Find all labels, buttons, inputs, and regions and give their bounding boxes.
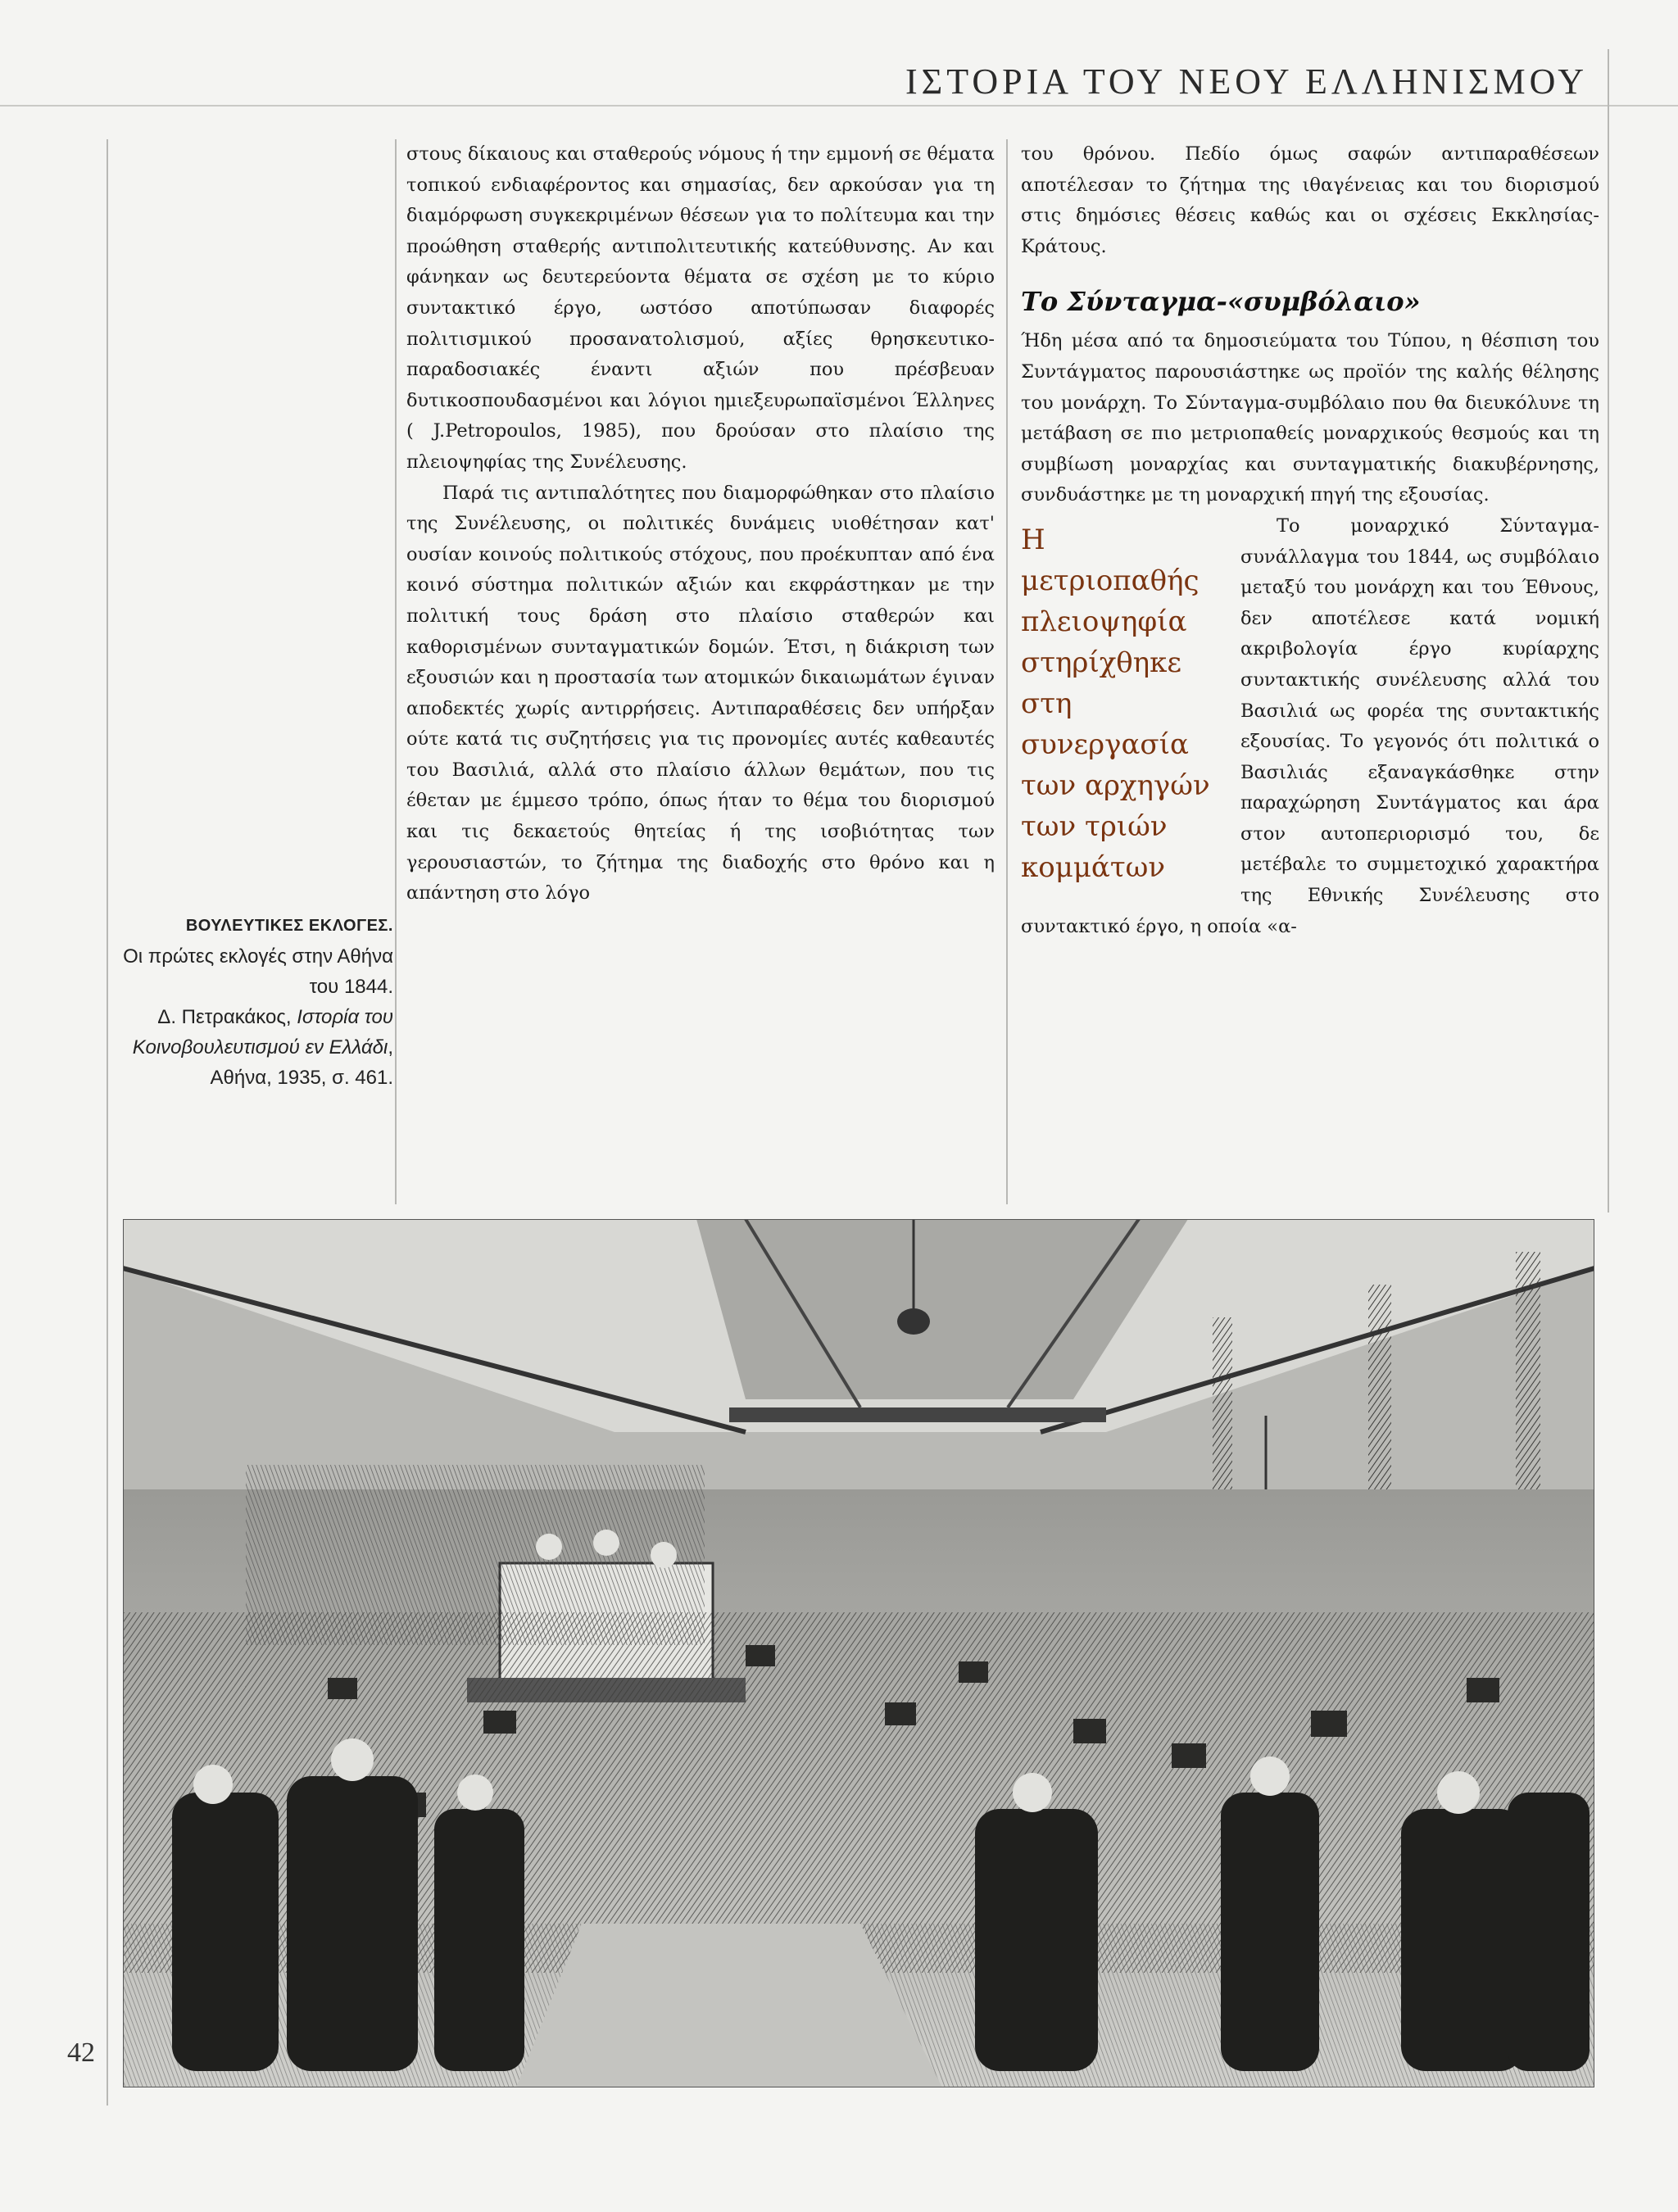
running-head-title: ΙΣΤΟΡΙΑ ΤΟΥ ΝΕΟΥ ΕΛΛΗΝΙΣΜΟΥ bbox=[905, 61, 1588, 102]
column-divider-caption bbox=[395, 139, 397, 1204]
column-divider-middle bbox=[1006, 139, 1008, 1204]
paragraph: στους δίκαιους και σταθερούς νόμους ή την εμμονή σε θέματα τοπικού ενδιαφέροντος και σημασίας, δεν αρκούσαν για τη διαμόρφωση συγκεκριμένων θέσεων για το πολίτευμα και την προώθηση σταθερής αντιπολιτευτικής κατεύθυνσης. Αν και φάνηκαν ως δευτερεύοντα θέματα σε σχέση με το κύριο συντακτικό έργο, ωστόσο αποτύπωσαν διαφορές πολιτισμικού προσανατολισμού, αξίες θρησκευτικο-παραδοσιακές έναντι αξιών που πρέσβευαν δυτικοσπουδασμένοι και λόγιοι ημιεξευρωπαϊσμένοι Έλληνες ( J.Petropoulos, 1985), που δρούσαν στο πλαίσιο της πλειοψηφίας της Συνέλευσης. bbox=[406, 143, 995, 473]
page-number: 42 bbox=[67, 2037, 95, 2068]
caption-title: ΒΟΥΛΕΥΤΙΚΕΣ ΕΚΛΟΓΕΣ. bbox=[185, 917, 393, 935]
figure-caption bbox=[123, 911, 393, 1093]
engraving-illustration bbox=[123, 1219, 1594, 2087]
engraving-drawing bbox=[123, 1219, 1594, 2087]
caption-author: Δ. Πετρακάκος, bbox=[157, 1006, 297, 1028]
paragraph: του θρόνου. Πεδίο όμως σαφών αντιπαραθέσεων αποτέλεσαν το ζήτημα της ιθαγένειας και του διορισμού στις δημόσιες θέσεις καθώς και οι σχέσεις Εκκλησίας-Κράτους. bbox=[1021, 143, 1599, 257]
pull-quote: Η μετριοπαθής πλειοψηφία στηρίχθηκε στη συνεργασία των αρχηγών των τριών κομμάτων bbox=[1021, 523, 1210, 884]
header-rule bbox=[0, 105, 1678, 107]
caption-source bbox=[123, 1002, 393, 1093]
caption-publication: , Αθήνα, 1935, σ. 461. bbox=[210, 1036, 393, 1089]
text-with-pull-quote bbox=[1021, 326, 1599, 942]
middle-text-column bbox=[406, 139, 995, 909]
paragraph: Ήδη μέσα από τα δημοσιεύματα του Τύπου, η θέσπιση του Συντάγματος παρουσιάστηκε ως προϊόν της καλής θέλησης του μονάρχη. Το Σύνταγμα-συμβόλαιο που θα διευκόλυνε τη μετάβαση σε πιο μετριοπαθείς μοναρχικούς θεσμούς και τη συμβίωση μοναρχίας και συνταγματικής διακυβέρνησης, συνδυάστηκε με τη μοναρχική πηγή της εξουσίας. bbox=[1021, 330, 1599, 506]
paragraph: Παρά τις αντιπαλότητες που διαμορφώθηκαν στο πλαίσιο της Συνέλευσης, οι πολιτικές δυνάμεις υιοθέτησαν κατ' ουσίαν κοινούς πολιτικούς στόχους, που προέκυπταν από ένα κοινό σύστημα πολιτικών αξιών και εκφράστηκαν με την πολιτική τους δράση στο πλαίσιο σταθερών και καθορισμένων συνταγματικών δομών. Έτσι, η διάκριση των εξουσιών και η προστασία των ατομικών δικαιωμάτων έγιναν αποδεκτές χωρίς αντιρρήσεις. Αντιπαραθέσεις δεν υπήρξαν ούτε κατά τις συζητήσεις για τις προνομίες αυτές καθεαυτές του Βασιλιά, αλλά στο πλαίσιο άλλων θεμάτων, που τις έθεταν με έμμεσο τρόπο, όπως ήταν το θέμα του διορισμού και τις δεκαετούς θητείας ή της ισοβιότητας των γερουσιαστών, το ζήτημα της διαδοχής στο θρόνο και η απάντηση στο λόγο bbox=[406, 482, 995, 904]
column-divider-left bbox=[107, 139, 108, 2105]
column-divider-right bbox=[1608, 49, 1609, 1213]
caption-book-title: Ιστορία του Κοινοβουλευτισμού εν Ελλάδι bbox=[132, 1006, 393, 1058]
caption-text: Οι πρώτες εκλογές στην Αθήνα του 1844. bbox=[123, 945, 393, 998]
paragraph: Το μοναρχικό Σύνταγμα-συνάλλαγμα του 1844, ως συμβόλαιο μεταξύ του μονάρχη και του Έθνους, δεν αποτέλεσε κατά νομική ακριβολογία έργο κυρίαρχης συντακτικής συνέλευσης αλλά του Βασιλιά ως φορέα της συντακτικής εξουσίας. Το γεγονός ότι πολιτικά ο Βασιλιάς εξαναγκάσθηκε στην παραχώρηση Συντάγματος και άρα στον αυτοπεριορισμό του, δε μετέβαλε το συμμετοχικό χαρακτήρα της Εθνικής Συνέλευσης στο συντακτικό έργο, η οποία «α- bbox=[1021, 514, 1599, 937]
section-heading: Το Σύνταγμα-«συμβόλαιο» bbox=[1021, 286, 1421, 318]
right-text-column bbox=[1021, 139, 1599, 942]
